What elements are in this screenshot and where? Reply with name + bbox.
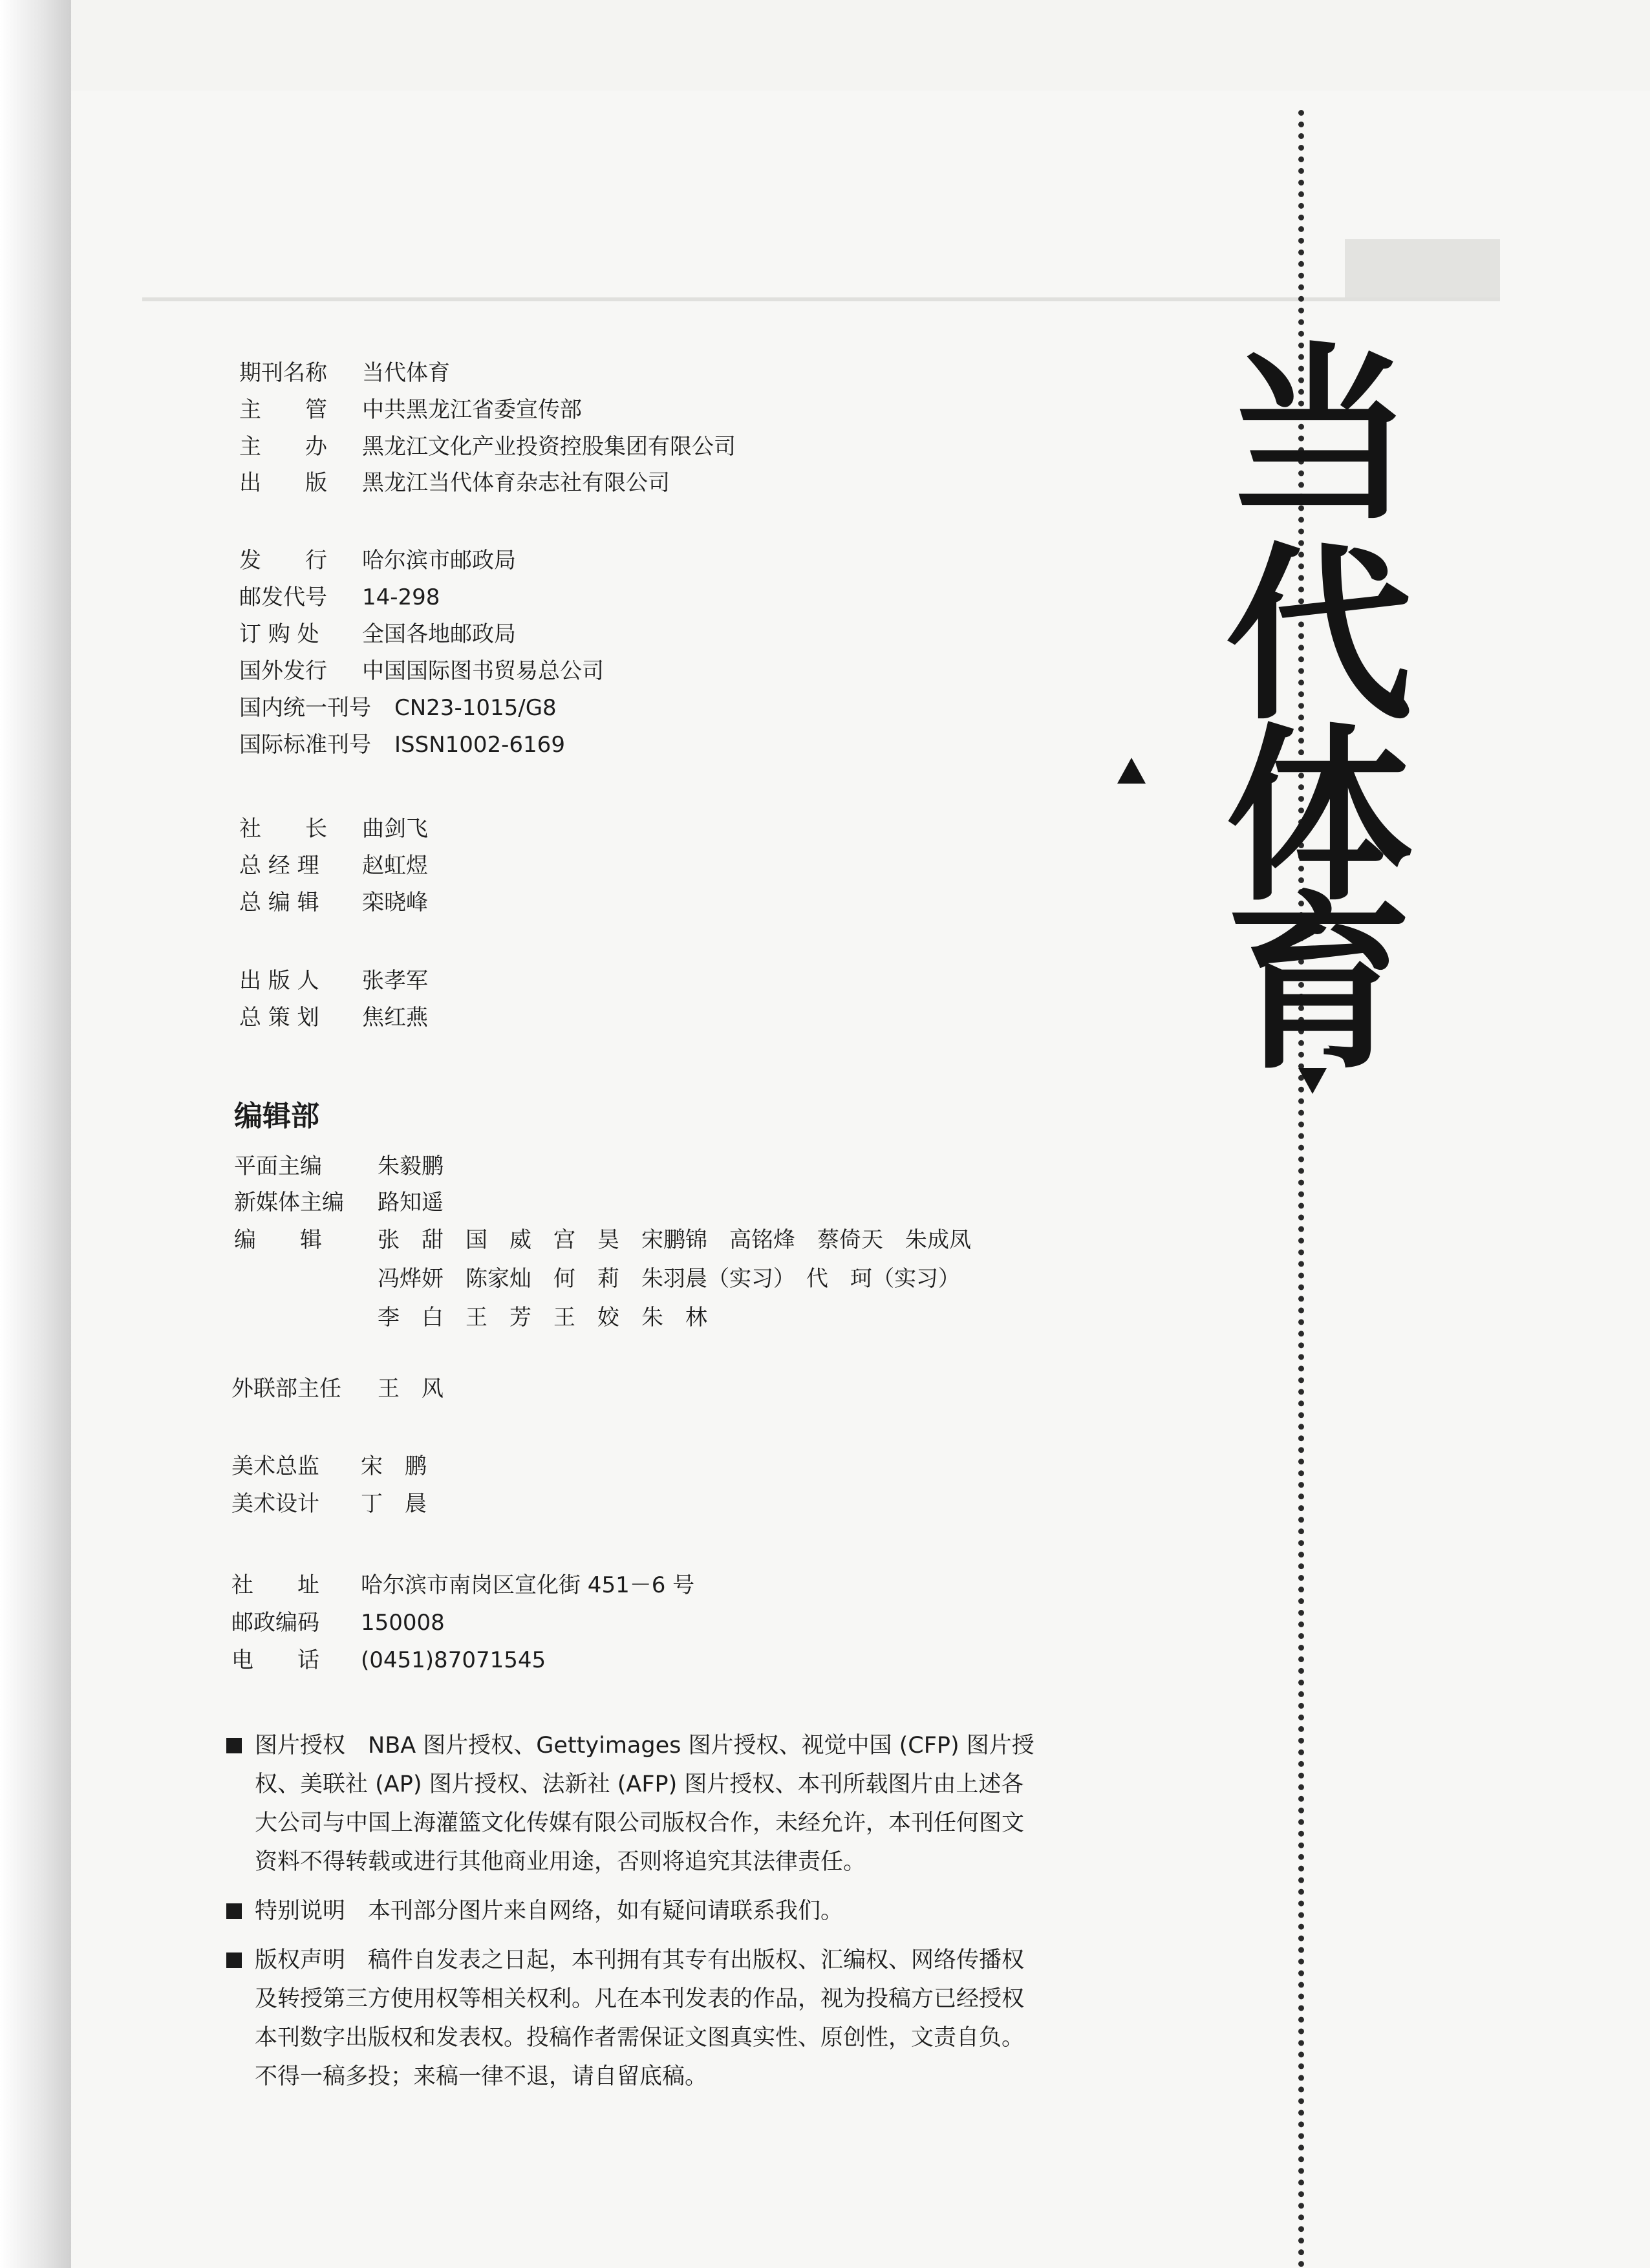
notice-special — [226, 1892, 1041, 1931]
art-designer-value: 丁 晨 — [361, 1491, 427, 1517]
square-bullet-icon — [226, 1738, 242, 1753]
info-row — [239, 586, 440, 608]
info-label: 期刊名称 — [239, 360, 327, 386]
info-label: 总 经 理 — [239, 853, 319, 879]
masthead-char-3: 体 — [1225, 709, 1413, 926]
masthead-char-1: 当 — [1225, 327, 1413, 545]
print-editor-label: 平面主编 — [234, 1153, 322, 1179]
print-editor-row — [234, 1148, 444, 1180]
editors-row-3: 李 白 王 芳 王 姣 朱 林 — [378, 1305, 707, 1331]
info-label: 订 购 处 — [239, 621, 319, 647]
info-value: 当代体育 — [362, 360, 450, 386]
show-through-bar — [142, 297, 1500, 301]
newmedia-editor-value: 路知遥 — [378, 1190, 444, 1215]
info-row — [239, 818, 428, 840]
art-designer-label: 美术设计 — [231, 1491, 319, 1517]
info-value: 栾晓峰 — [362, 890, 428, 915]
info-value: 黑龙江当代体育杂志社有限公司 — [362, 470, 670, 496]
square-bullet-icon — [226, 1903, 242, 1919]
info-label: 邮发代号 — [239, 584, 327, 610]
info-row — [239, 623, 516, 645]
notices-block — [226, 1726, 1041, 2106]
info-value: ISSN1002-6169 — [394, 732, 565, 758]
phone-value: (0451)87071545 — [361, 1647, 546, 1673]
info-label: 出 版 人 — [239, 968, 319, 994]
notice-label: 图片授权 — [255, 1733, 346, 1759]
masthead-char-4: 育 — [1225, 877, 1413, 1095]
square-bullet-icon — [226, 1952, 242, 1968]
liaison-label: 外联部主任 — [231, 1376, 341, 1402]
triangle-up-icon — [1117, 758, 1146, 784]
info-row — [239, 1007, 428, 1029]
address-row — [231, 1567, 694, 1599]
notice-text: NBA 图片授权、Gettyimages 图片授权、视觉中国 (CFP) 图片授权、美联社 (AP) 图片授权、法新社 (AFP) 图片授权、本刊所载图片由上述各大公司与中国上海灌篮文化传媒有限公司版权合作，未经允许，本刊任何图文资料不得转载或进行其他商业用途，否则将追究其法律责任。 — [255, 1733, 1034, 1875]
liaison-value: 王 风 — [378, 1376, 444, 1402]
postcode-value: 150008 — [361, 1610, 445, 1636]
art-director-row — [231, 1448, 427, 1480]
phone-row — [231, 1642, 546, 1674]
art-director-label: 美术总监 — [231, 1453, 319, 1479]
info-label: 主 管 — [239, 397, 327, 423]
info-row — [239, 550, 516, 572]
info-value: 哈尔滨市邮政局 — [362, 548, 516, 573]
info-row — [239, 362, 450, 384]
info-label: 发 行 — [239, 548, 327, 573]
info-value: 张孝军 — [362, 968, 428, 994]
show-through-background — [1345, 239, 1500, 297]
address-value: 哈尔滨市南岗区宣化街 451－6 号 — [361, 1572, 695, 1598]
notice-copyright — [226, 1941, 1041, 2096]
info-row — [239, 970, 428, 992]
info-value: 黑龙江文化产业投资控股集团有限公司 — [362, 434, 736, 460]
info-row — [239, 734, 565, 756]
phone-label: 电 话 — [231, 1647, 319, 1673]
info-label: 出 版 — [239, 470, 327, 496]
editorial-heading: 编辑部 — [234, 1100, 319, 1133]
info-row — [239, 399, 582, 421]
art-designer-row — [231, 1486, 427, 1517]
info-row — [239, 660, 604, 682]
art-director-value: 宋 鹏 — [361, 1453, 427, 1479]
newmedia-editor-label: 新媒体主编 — [234, 1190, 344, 1215]
info-label: 国内统一刊号 — [239, 695, 371, 721]
info-value: CN23-1015/G8 — [394, 695, 557, 721]
postcode-row — [231, 1605, 445, 1636]
info-row — [239, 855, 428, 877]
print-editor-value: 朱毅鹏 — [378, 1153, 444, 1179]
info-value: 焦红燕 — [362, 1005, 428, 1031]
info-value: 赵虹煜 — [362, 853, 428, 879]
notice-label: 版权声明 — [255, 1947, 346, 1973]
info-value: 中共黑龙江省委宣传部 — [362, 397, 582, 423]
info-value: 14-298 — [362, 584, 440, 610]
info-label: 总 编 辑 — [239, 890, 319, 915]
info-label: 主 办 — [239, 434, 327, 460]
info-label: 国际标准刊号 — [239, 732, 371, 758]
page-edge-shadow — [0, 0, 71, 2268]
editors-row-1: 张 甜 国 威 宫 昊 宋鹏锦 高铭烽 蔡倚天 朱成凤 — [378, 1227, 971, 1253]
info-label: 国外发行 — [239, 658, 327, 684]
editors-label: 编 辑 — [234, 1227, 322, 1253]
liaison-row — [231, 1371, 444, 1402]
info-row — [239, 697, 557, 719]
address-label: 社 址 — [231, 1572, 319, 1598]
info-row — [239, 436, 736, 458]
notice-label: 特别说明 — [255, 1898, 346, 1924]
info-label: 总 策 划 — [239, 1005, 319, 1031]
notice-text: 稿件自发表之日起，本刊拥有其专有出版权、汇编权、网络传播权及转授第三方使用权等相关权利。凡在本刊发表的作品，视为投稿方已经授权本刊数字出版权和发表权。投稿作者需保证文图真实性、原创性，文责自负。不得一稿多投；来稿一律不退，请自留底稿。 — [255, 1947, 1025, 2090]
info-row — [239, 472, 670, 494]
masthead-char-2: 代 — [1225, 528, 1413, 745]
info-row — [239, 892, 428, 914]
newmedia-editor-row — [234, 1184, 444, 1216]
info-value: 曲剑飞 — [362, 816, 428, 842]
info-value: 中国国际图书贸易总公司 — [362, 658, 604, 684]
notice-text: 本刊部分图片来自网络，如有疑问请联系我们。 — [368, 1898, 844, 1924]
postcode-label: 邮政编码 — [231, 1610, 319, 1636]
info-label: 社 长 — [239, 816, 327, 842]
notice-image-license — [226, 1726, 1041, 1881]
editors-row-2: 冯烨妍 陈家灿 何 莉 朱羽晨（实习） 代 珂（实习） — [378, 1266, 960, 1292]
info-value: 全国各地邮政局 — [362, 621, 516, 647]
